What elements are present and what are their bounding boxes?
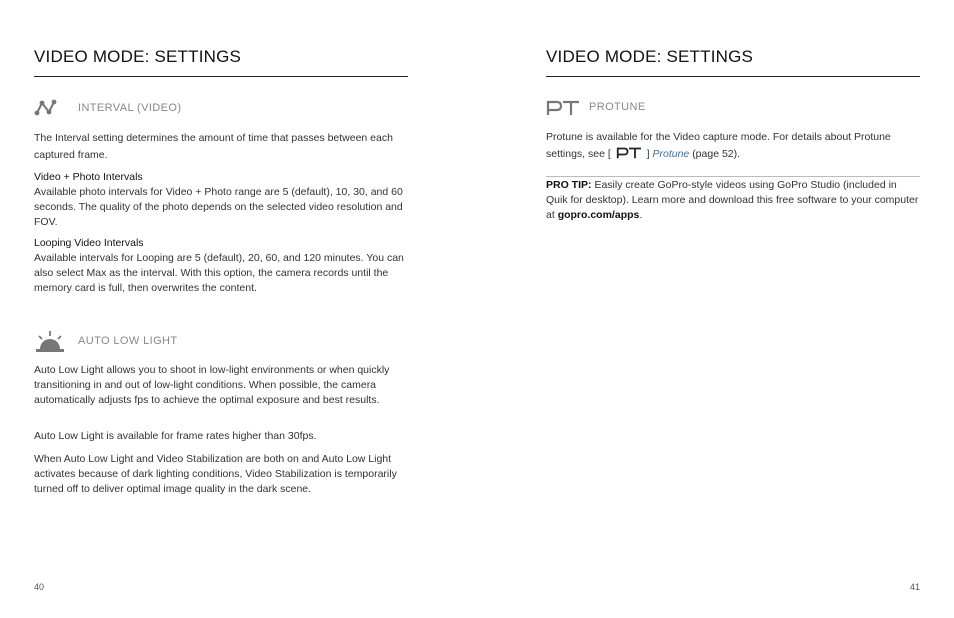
interval-icon	[34, 98, 58, 118]
protune-section-label: PROTUNE	[589, 101, 646, 113]
auto-low-light-paragraph-2: Auto Low Light is available for frame rates higher than 30fps.	[34, 430, 317, 442]
pro-tip-label: PRO TIP:	[546, 179, 592, 191]
title-divider	[34, 76, 408, 77]
pro-tip-text: Easily create GoPro-style videos using GoPro Studio (included in Quik for desktop). Learn more and download this free software to your computer at	[546, 179, 919, 221]
page-number: 41	[909, 582, 920, 592]
video-photo-intervals-heading: Video + Photo Intervals	[34, 171, 143, 183]
pro-tip-paragraph	[546, 178, 920, 223]
page-title: VIDEO MODE: SETTINGS	[546, 47, 754, 66]
gopro-apps-link[interactable]: gopro.com/apps	[557, 209, 640, 221]
video-photo-intervals-block	[34, 170, 408, 230]
pro-tip-divider	[546, 176, 920, 177]
protune-link[interactable]: Protune	[652, 148, 690, 160]
looping-intervals-text: Available intervals for Looping are 5 (default), 20, 60, and 120 minutes. You can also select Max as the interval. With this option, the camera records until the memory card is full, then overwrites the content.	[34, 252, 404, 294]
protune-paragraph	[546, 129, 924, 163]
page-title: VIDEO MODE: SETTINGS	[34, 47, 242, 66]
looping-intervals-block	[34, 236, 408, 296]
looping-intervals-heading: Looping Video Intervals	[34, 237, 144, 249]
protune-icon	[546, 100, 580, 116]
title-divider	[546, 76, 920, 77]
video-photo-intervals-text: Available photo intervals for Video + Photo range are 5 (default), 10, 30, and 60 seconds. The quality of the photo depends on the selected video resolution and FOV.	[34, 186, 403, 228]
auto-low-light-paragraph-3: When Auto Low Light and Video Stabilization are both on and Auto Low Light activates because of dark lighting conditions, Video Stabilization is temporarily turned off to deliver optimal image quality in the dark scene.	[34, 453, 397, 495]
protune-inline-icon	[615, 147, 643, 159]
sunset-icon	[34, 330, 66, 354]
protune-bracket-close: ]	[646, 148, 650, 160]
auto-low-light-paragraph-1: Auto Low Light allows you to shoot in low-light environments or when quickly transitioning in and out of low-light conditions. When possible, the camera automatically adjusts fps to achieve the optimal exposure and best results.	[34, 364, 390, 406]
interval-intro: The Interval setting determines the amount of time that passes between each captured frame.	[34, 132, 393, 161]
auto-low-light-section-label: AUTO LOW LIGHT	[78, 335, 178, 347]
protune-text: Protune is available for the Video capture mode. For details about Protune settings, see [	[546, 131, 891, 160]
protune-page-ref: (page 52).	[692, 148, 741, 160]
interval-section-label: INTERVAL (VIDEO)	[78, 102, 182, 114]
page-number: 40	[34, 582, 45, 592]
pro-tip-end: .	[639, 209, 643, 221]
